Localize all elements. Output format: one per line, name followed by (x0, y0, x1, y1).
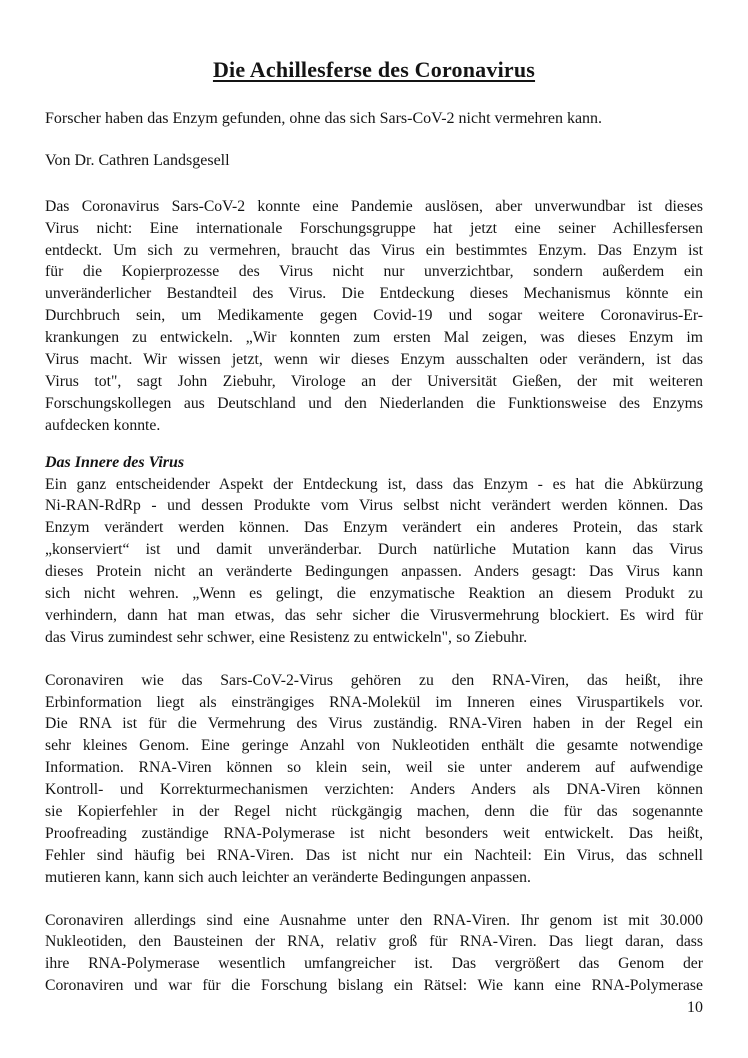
text-line: das Virus zumindest sehr schwer, eine Resistenz zu entwickeln", so Ziebuhr. (45, 628, 528, 646)
text-line: ihre RNA-Polymerase wesentlich umfangreicher ist. Das vergrößert das Genom der (45, 955, 703, 973)
text-line: sich nicht wehren. „Wenn es gelingt, die enzymatische Reaktion an diesem Produkt zu (45, 584, 703, 602)
text-line: Virus macht. Wir wissen jetzt, wenn wir dieses Enzym ausschalten oder verändern, ist das (45, 351, 703, 369)
text-line: Virus tot", sagt John Ziebuhr, Virologe an der Universität Gießen, der mit weiteren (45, 372, 703, 390)
text-line: Coronaviren und war für die Forschung bislang ein Rätsel: Wie kann eine RNA-Polymerase (45, 977, 703, 995)
text-line: Proofreading zuständige RNA-Polymerase ist nicht besonders weit entwickelt. Das heißt, (45, 824, 703, 842)
text-line: Nukleotiden, den Bausteinen der RNA, relativ groß für RNA-Viren. Das liegt daran, dass (45, 933, 703, 951)
text-line: für die Kopierprozesse des Virus nicht nur unverzichtbar, sondern außerdem ein (45, 263, 703, 281)
text-line: Information. RNA-Viren können so klein sein, weil sie unter anderem auf aufwendige (45, 759, 703, 777)
text-line: Fehler sind häufig bei RNA-Viren. Das ist nicht nur ein Nachteil: Ein Virus, das schnell (45, 846, 703, 864)
text-line: Das Coronavirus Sars-CoV-2 konnte eine Pandemie auslösen, aber unverwundbar ist dieses (45, 197, 703, 215)
text-line: Forschungskollegen aus Deutschland und den Niederlanden die Funktionsweise des Enzyms (45, 394, 703, 412)
text-line: Virus nicht: Eine internationale Forschungsgruppe hat jetzt eine seiner Achillesfersen (45, 219, 703, 237)
paragraph-ausnahme (45, 910, 703, 998)
text-line: aufdecken konnte. (45, 416, 161, 434)
text-line: Durchbruch sein, um Medikamente gegen Covid-19 und sogar weitere Coronavirus-Er- (45, 307, 703, 325)
text-line: Coronaviren allerdings sind eine Ausnahme unter den RNA-Viren. Ihr genom ist mit 30.000 (45, 911, 703, 929)
text-line: Coronaviren wie das Sars-CoV-2-Virus gehören zu den RNA-Viren, das heißt, ihre (45, 671, 703, 689)
page-number: 10 (687, 999, 703, 1016)
text-line: unveränderlicher Bestandteil des Virus. Die Entdeckung dieses Mechanismus könnte ein (45, 285, 703, 303)
text-line: mutieren kann, kann sich auch leichter an veränderte Bedingungen anpassen. (45, 868, 531, 886)
text-line: sie Kopierfehler in der Regel nicht rückgängig machen, denn die für das sogenannte (45, 802, 703, 820)
text-line: entdeckt. Um sich zu vermehren, braucht das Virus ein bestimmtes Enzym. Das Enzym ist (45, 241, 703, 259)
text-line: sehr kleines Genom. Eine geringe Anzahl von Nukleotiden enthält die gesamte notwendige (45, 737, 703, 755)
text-line: Erbinformation liegt als einsträngiges RNA-Molekül im Inneren eines Viruspartikels vor. (45, 693, 703, 711)
paragraph-intro (45, 196, 703, 437)
document-body (45, 196, 703, 997)
section-heading-das-innere-des-virus: Das Innere des Virus (45, 453, 185, 471)
text-line: Ni-RAN-RdRp - und dessen Produkte vom Virus selbst nicht verändert werden können. Das (45, 497, 703, 515)
lede-text: Forscher haben das Enzym gefunden, ohne das sich Sars-CoV-2 nicht vermehren kann. (45, 110, 603, 127)
text-line: Ein ganz entscheidender Aspekt der Entdeckung ist, dass das Enzym - es hat die Abkürzung (45, 475, 703, 493)
text-line: verhindern, dann hat man etwas, das sehr sicher die Virusvermehrung blockiert. Es wird für (45, 606, 703, 624)
paragraph-enzym (45, 474, 703, 649)
text-line: Kontroll- und Korrekturmechanismen verzichten: Anders Anders als DNA-Viren können (45, 781, 703, 799)
text-line: Enzym verändert werden können. Das Enzym verändert ein anderes Protein, das stark (45, 519, 703, 537)
text-line: dieses Protein nicht an veränderte Bedingungen anpassen. Anders gesagt: Das Virus kann (45, 563, 703, 581)
paragraph-rna-viren (45, 670, 703, 889)
text-line: „konserviert“ ist und damit unveränderbar. Durch natürliche Mutation kann das Virus (45, 541, 703, 559)
text-line: Die RNA ist für die Vermehrung des Virus zuständig. RNA-Viren haben in der Regel ein (45, 715, 703, 733)
byline: Von Dr. Cathren Landsgesell (45, 151, 230, 169)
text-line: krankungen zu entwickeln. „Wir konnten zum ersten Mal zeigen, was dieses Enzym im (45, 329, 703, 347)
document-title: Die Achillesferse des Coronavirus (212, 57, 536, 82)
